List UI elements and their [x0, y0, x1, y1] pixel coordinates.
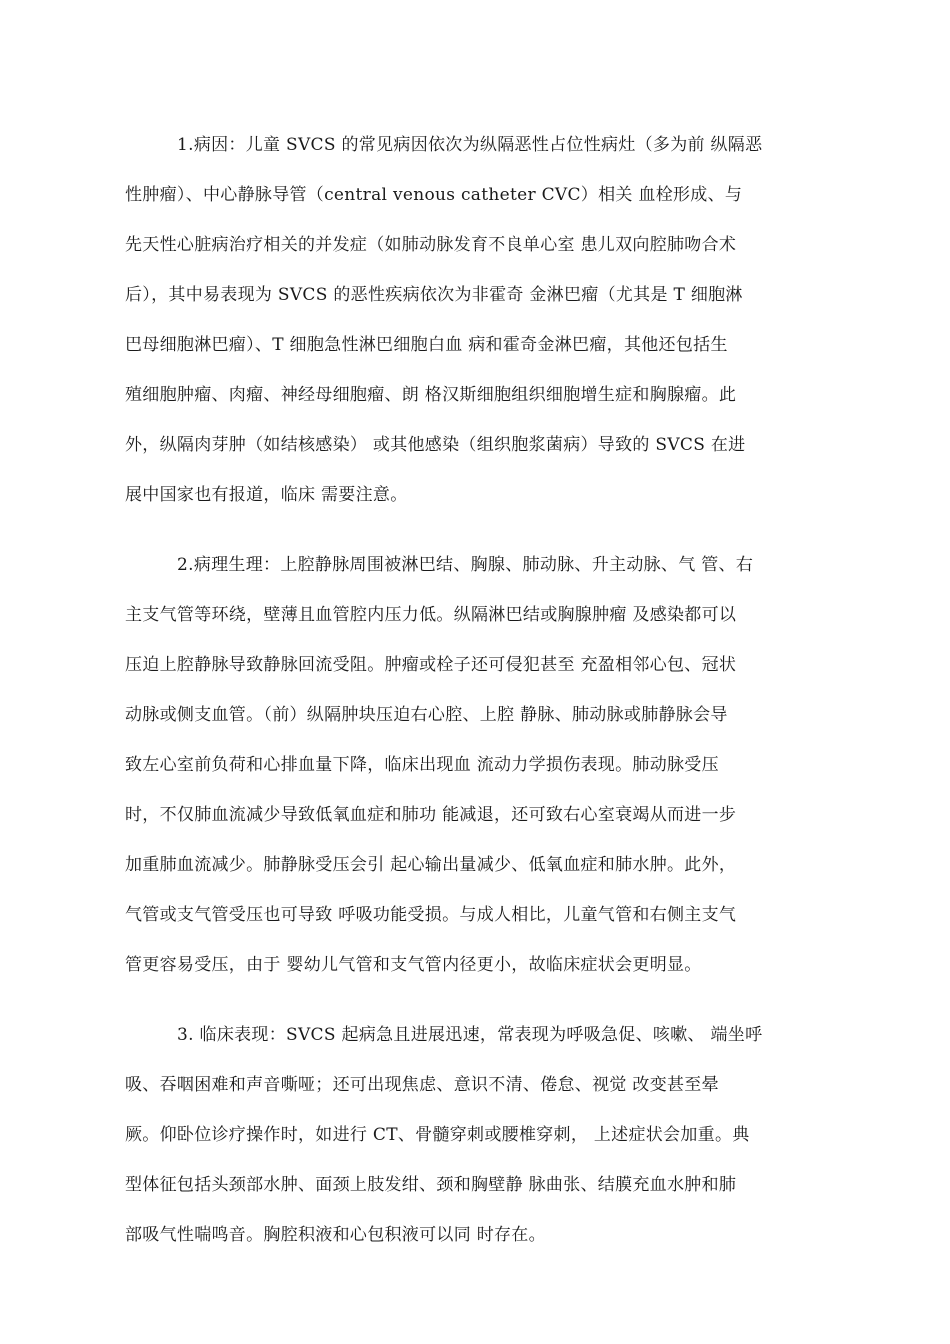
paragraph-line: 2.病理生理：上腔静脉周围被淋巴结、胸腺、肺动脉、升主动脉、气 管、右 [177, 555, 754, 575]
paragraph-line: 3. 临床表现：SVCS 起病急且进展迅速，常表现为呼吸急促、咳嗽、 端坐呼 [177, 1025, 763, 1045]
paragraph-line: 部吸气性喘鸣音。胸腔积液和心包积液可以同 时存在。 [125, 1225, 546, 1245]
paragraph-line: 压迫上腔静脉导致静脉回流受阻。肿瘤或栓子还可侵犯甚至 充盈相邻心包、冠状 [125, 655, 737, 675]
paragraph-etiology [125, 120, 825, 520]
paragraph-line: 后），其中易表现为 SVCS 的恶性疾病依次为非霍奇 金淋巴瘤（尤其是 T 细胞淋 [125, 285, 743, 305]
paragraph-line: 先天性心脏病治疗相关的并发症（如肺动脉发育不良单心室 患儿双向腔肺吻合术 [125, 235, 737, 255]
paragraph-line: 时，不仅肺血流减少导致低氧血症和肺功 能减退，还可致右心室衰竭从而进一步 [125, 805, 737, 825]
paragraph-pathophysiology [125, 540, 825, 990]
paragraph-line: 管更容易受压，由于 婴幼儿气管和支气管内径更小，故临床症状会更明显。 [125, 955, 702, 975]
paragraph-clinical-manifestations [125, 1010, 825, 1260]
paragraph-line: 殖细胞肿瘤、肉瘤、神经母细胞瘤、朗 格汉斯细胞组织细胞增生症和胸腺瘤。此 [125, 385, 737, 405]
paragraph-line: 1.病因：儿童 SVCS 的常见病因依次为纵隔恶性占位性病灶（多为前 纵隔恶 [177, 135, 763, 155]
paragraph-line: 厥。仰卧位诊疗操作时，如进行 CT、骨髓穿刺或腰椎穿刺， 上述症状会加重。典 [125, 1125, 750, 1145]
paragraph-line: 巴母细胞淋巴瘤）、T 细胞急性淋巴细胞白血 病和霍奇金淋巴瘤，其他还包括生 [125, 335, 728, 355]
paragraph-line: 性肿瘤）、中心静脉导管（central venous catheter CVC）相关 血栓形成、与 [125, 185, 743, 205]
paragraph-line: 加重肺血流减少。肺静脉受压会引 起心输出量减少、低氧血症和肺水肿。此外， [125, 855, 737, 875]
paragraph-line: 主支气管等环绕，壁薄且血管腔内压力低。纵隔淋巴结或胸腺肿瘤 及感染都可以 [125, 605, 737, 625]
document-body [125, 120, 825, 1280]
paragraph-line: 动脉或侧支血管。（前）纵隔肿块压迫右心腔、上腔 静脉、肺动脉或肺静脉会导 [125, 705, 728, 725]
paragraph-line: 致左心室前负荷和心排血量下降，临床出现血 流动力学损伤表现。肺动脉受压 [125, 755, 719, 775]
paragraph-line: 吸、吞咽困难和声音嘶哑；还可出现焦虑、意识不清、倦怠、视觉 改变甚至晕 [125, 1075, 719, 1095]
paragraph-line: 气管或支气管受压也可导致 呼吸功能受损。与成人相比，儿童气管和右侧主支气 [125, 905, 737, 925]
paragraph-line: 外，纵隔肉芽肿（如结核感染） 或其他感染（组织胞浆菌病）导致的 SVCS 在进 [125, 435, 746, 455]
paragraph-line: 展中国家也有报道，临床 需要注意。 [125, 485, 408, 505]
paragraph-line: 型体征包括头颈部水肿、面颈上肢发绀、颈和胸壁静 脉曲张、结膜充血水肿和肺 [125, 1175, 737, 1195]
